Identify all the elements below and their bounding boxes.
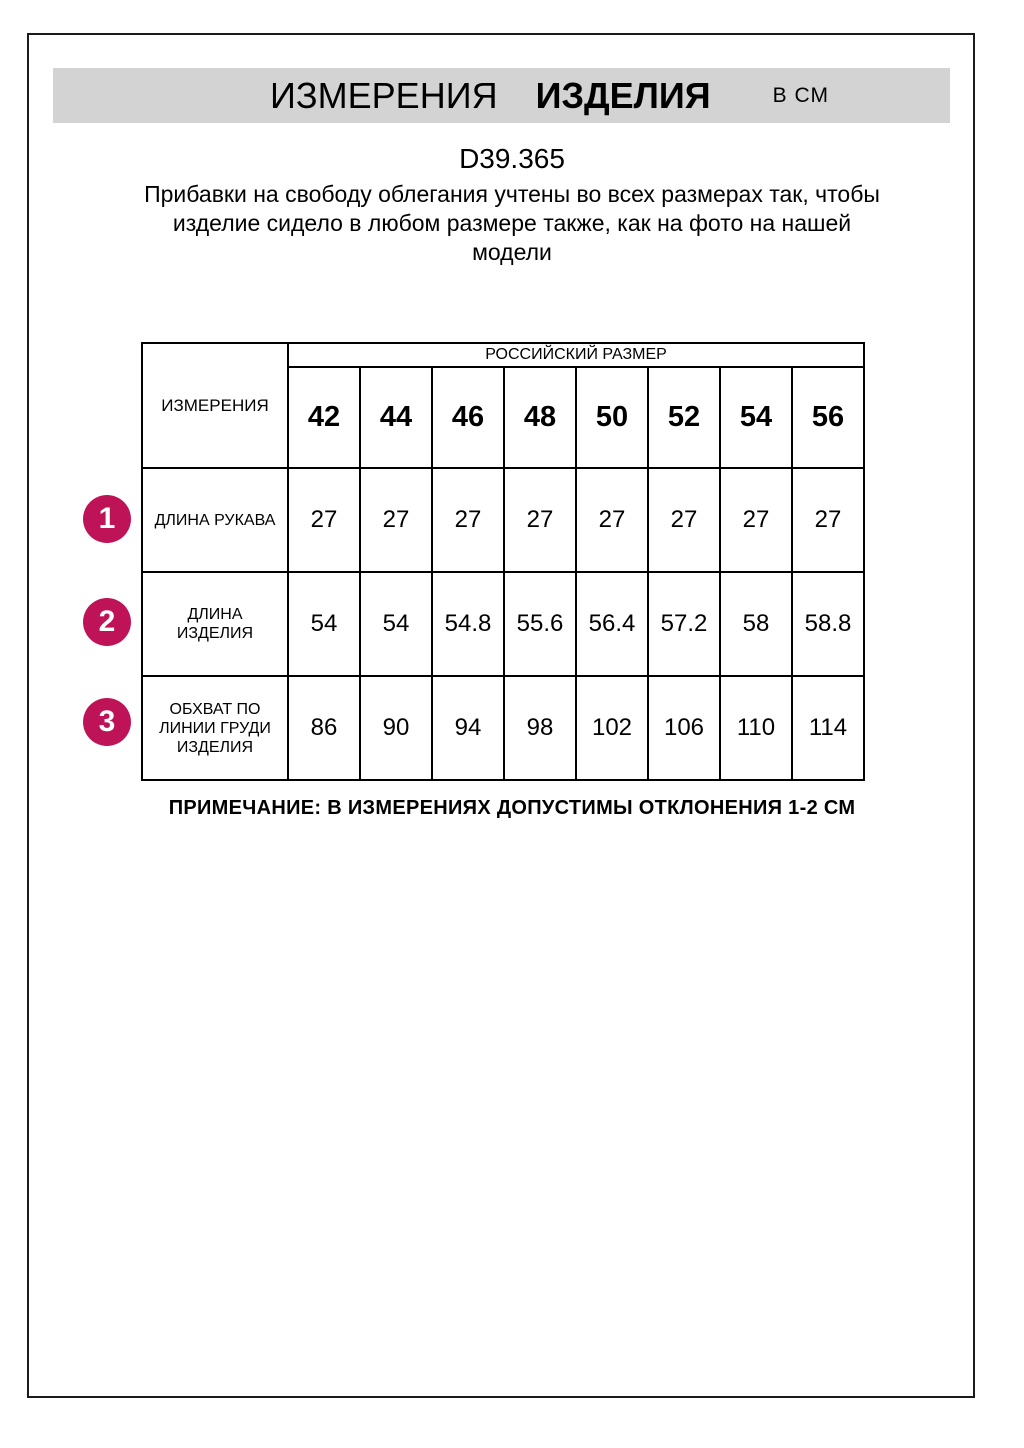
size-header: 48 [504,367,576,468]
table-cell: 114 [792,676,864,780]
description-line: изделие сидело в любом размере также, как на фото на нашей [172,210,852,236]
table-cell: 54.8 [432,572,504,676]
table-cell: 54 [360,572,432,676]
table-cell: 106 [648,676,720,780]
table-cell: 110 [720,676,792,780]
page-title-measurements: ИЗМЕРЕНИЯ [270,74,498,116]
table-cell: 27 [792,468,864,572]
description-line: Прибавки на свободу облегания учтены во всех размерах так, чтобы [144,181,880,207]
product-description [0,180,1024,267]
table-cell: 27 [504,468,576,572]
row-label: ДЛИНА ИЗДЕЛИЯ [142,572,288,676]
measurements-column-header: ИЗМЕРЕНИЯ [142,343,288,468]
table-cell: 90 [360,676,432,780]
table-cell: 86 [288,676,360,780]
table-cell: 27 [576,468,648,572]
table-cell: 27 [360,468,432,572]
table-cell: 58 [720,572,792,676]
table-cell: 56.4 [576,572,648,676]
table-row-sleeve-length [142,468,864,572]
table-cell: 27 [288,468,360,572]
table-cell: 27 [720,468,792,572]
table-cell: 94 [432,676,504,780]
row-marker-2-badge: 2 [83,598,131,646]
table-cell: 27 [648,468,720,572]
row-label: ОБХВАТ ПО ЛИНИИ ГРУДИ ИЗДЕЛИЯ [142,676,288,780]
size-header: 42 [288,367,360,468]
table-header-group-row [142,343,864,367]
table-cell: 58.8 [792,572,864,676]
table-cell: 55.6 [504,572,576,676]
table-cell: 57.2 [648,572,720,676]
size-header: 46 [432,367,504,468]
table-cell: 54 [288,572,360,676]
title-banner [53,68,950,123]
description-line: модели [472,239,552,265]
size-header: 54 [720,367,792,468]
page-title-product: ИЗДЕЛИЯ [535,74,711,116]
size-header: 44 [360,367,432,468]
size-table [141,342,865,781]
table-cell: 102 [576,676,648,780]
size-header: 50 [576,367,648,468]
size-header: 56 [792,367,864,468]
row-marker-3-badge: 3 [83,698,131,746]
size-header: 52 [648,367,720,468]
unit-label: В СМ [772,83,829,107]
table-row-chest-girth [142,676,864,780]
row-marker-1-badge: 1 [83,495,131,543]
table-cell: 98 [504,676,576,780]
tolerance-note: ПРИМЕЧАНИЕ: В ИЗМЕРЕНИЯХ ДОПУСТИМЫ ОТКЛОНЕНИЯ 1-2 СМ [168,797,856,819]
product-code: D39.365 [459,143,565,174]
russian-size-header: РОССИЙСКИЙ РАЗМЕР [288,343,864,367]
table-cell: 27 [432,468,504,572]
row-label: ДЛИНА РУКАВА [142,468,288,572]
table-row-item-length [142,572,864,676]
